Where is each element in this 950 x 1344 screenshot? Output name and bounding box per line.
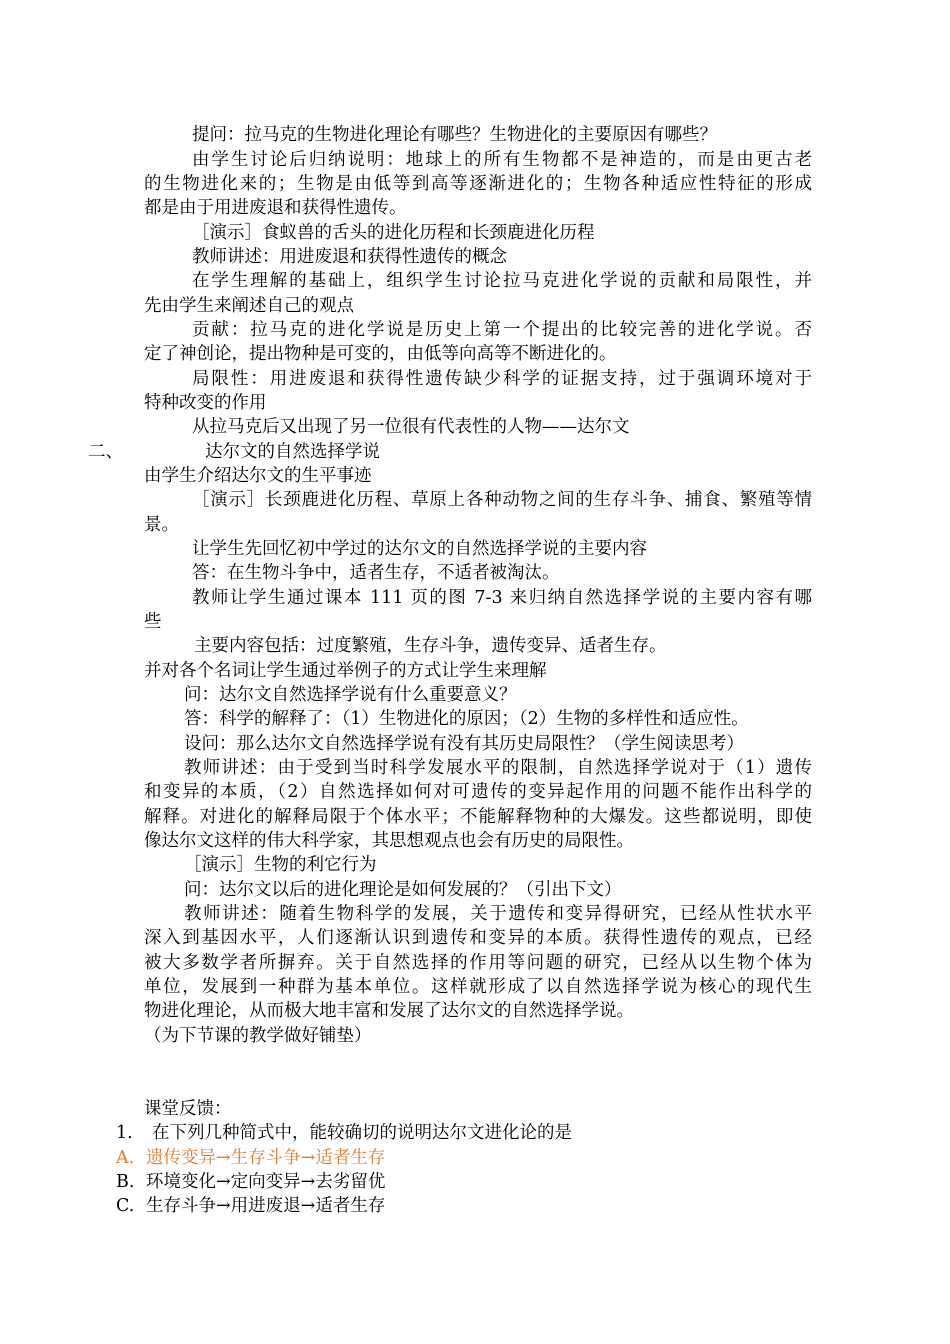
option-c-text: 生存斗争→用进废退→适者生存 xyxy=(146,1196,386,1216)
question-line: 问：达尔文自然选择学说有什么重要意义？ xyxy=(184,685,517,705)
demo-line: ［演示］长颈鹿进化历程、草原上各种动物之间的生存斗争、捕食、繁殖等情 xyxy=(192,490,812,510)
option-c-label: C. xyxy=(116,1196,135,1216)
paragraph-line: 和变异的本质，（2）自然选择如何对可遗传的变异起作用的问题不能作出科学的 xyxy=(144,782,812,802)
paragraph-line: 些 xyxy=(144,612,162,632)
option-b-label: B. xyxy=(116,1172,135,1192)
question-number: 1. xyxy=(116,1123,133,1143)
paragraph-line: 物进化理论，从而极大地丰富和发展了达尔文的自然选择学说。 xyxy=(144,1001,634,1021)
section-number: 二、 xyxy=(88,442,123,462)
question-line: 设问：那么达尔文自然选择学说有没有其历史局限性？（学生阅读思考） xyxy=(184,734,744,754)
question-line: 问：达尔文以后的进化理论是如何发展的？（引出下文） xyxy=(184,880,622,900)
question-text: 在下列几种简式中，能较确切的说明达尔文进化论的是 xyxy=(152,1123,572,1143)
paragraph-line: 并对各个名词让学生通过举例子的方式让学生来理解 xyxy=(144,661,547,681)
paragraph-line: 的生物进化来的；生物是由低等到高等逐渐进化的；生物各种适应性特征的形成 xyxy=(144,174,812,194)
paragraph-line: 特种改变的作用 xyxy=(144,393,267,413)
paragraph-line: 由学生介绍达尔文的生平事迹 xyxy=(144,466,372,486)
paragraph-line: 解释。对进化的解释局限于个体水平；不能解释物种的大爆发。这些都说明，即使 xyxy=(144,807,812,827)
section-title: 达尔文的自然选择学说 xyxy=(205,442,380,462)
answer-line: 答：科学的解释了：（1）生物进化的原因；（2）生物的多样性和适应性。 xyxy=(184,709,749,729)
paragraph-line: 由学生讨论后归纳说明：地球上的所有生物都不是神造的，而是由更古老 xyxy=(192,150,812,170)
option-a-text: 遗传变异→生存斗争→适者生存 xyxy=(146,1148,386,1168)
paragraph-line: 让学生先回忆初中学过的达尔文的自然选择学说的主要内容 xyxy=(192,539,647,559)
teacher-line: 教师讲述：由于受到当时科学发展水平的限制，自然选择学说对于（1）遗传 xyxy=(184,758,812,778)
paragraph-line: 单位，发展到一种群为基本单位。这样就形成了以自然选择学说为核心的现代生 xyxy=(144,977,812,997)
paragraph-line: 教师让学生通过课本 111 页的图 7-3 来归纳自然选择学说的主要内容有哪 xyxy=(192,588,812,608)
paragraph-line: 像达尔文这样的伟大科学家，其思想观点也会有历史的局限性。 xyxy=(144,831,634,851)
feedback-heading: 课堂反馈： xyxy=(144,1099,232,1119)
teacher-line: 教师讲述：用进废退和获得性遗传的概念 xyxy=(192,247,507,267)
option-a-label: A. xyxy=(116,1148,135,1168)
demo-line: ［演示］食蚁兽的舌头的进化历程和长颈鹿进化历程 xyxy=(192,223,595,243)
question-lamarck: 提问：拉马克的生物进化理论有哪些？生物进化的主要原因有哪些？ xyxy=(192,125,717,145)
paragraph-line: 都是由于用进废退和获得性遗传。 xyxy=(144,198,407,218)
paragraph-line: 被大多数学者所摒弃。关于自然选择的作用等问题的研究，已经从以生物个体为 xyxy=(144,953,812,973)
main-content-line: 主要内容包括：过度繁殖，生存斗争，遗传变异、适者生存。 xyxy=(194,636,667,656)
paragraph-line: 景。 xyxy=(144,515,179,535)
paragraph-line: 定了神创论，提出物种是可变的，由低等向高等不断进化的。 xyxy=(144,344,617,364)
contribution-line: 贡献：拉马克的进化学说是历史上第一个提出的比较完善的进化学说。否 xyxy=(192,320,812,340)
paragraph-line: （为下节课的教学做好铺垫） xyxy=(144,1026,372,1046)
option-b-text: 环境变化→定向变异→去劣留优 xyxy=(146,1172,386,1192)
demo-line: ［演示］生物的利它行为 xyxy=(184,855,377,875)
paragraph-line: 深入到基因水平，人们逐渐认识到遗传和变异的本质。获得性遗传的观点，已经 xyxy=(144,928,812,948)
paragraph-line: 从拉马克后又出现了另一位很有代表性的人物——达尔文 xyxy=(192,417,630,437)
paragraph-line: 在学生理解的基础上，组织学生讨论拉马克进化学说的贡献和局限性，并 xyxy=(192,271,812,291)
answer-line: 答：在生物斗争中，适者生存，不适者被淘汰。 xyxy=(192,563,560,583)
limitation-line: 局限性：用进废退和获得性遗传缺少科学的证据支持，过于强调环境对于 xyxy=(192,369,812,389)
paragraph-line: 先由学生来阐述自己的观点 xyxy=(144,296,354,316)
teacher-line: 教师讲述：随着生物科学的发展，关于遗传和变异得研究，已经从性状水平 xyxy=(184,904,812,924)
